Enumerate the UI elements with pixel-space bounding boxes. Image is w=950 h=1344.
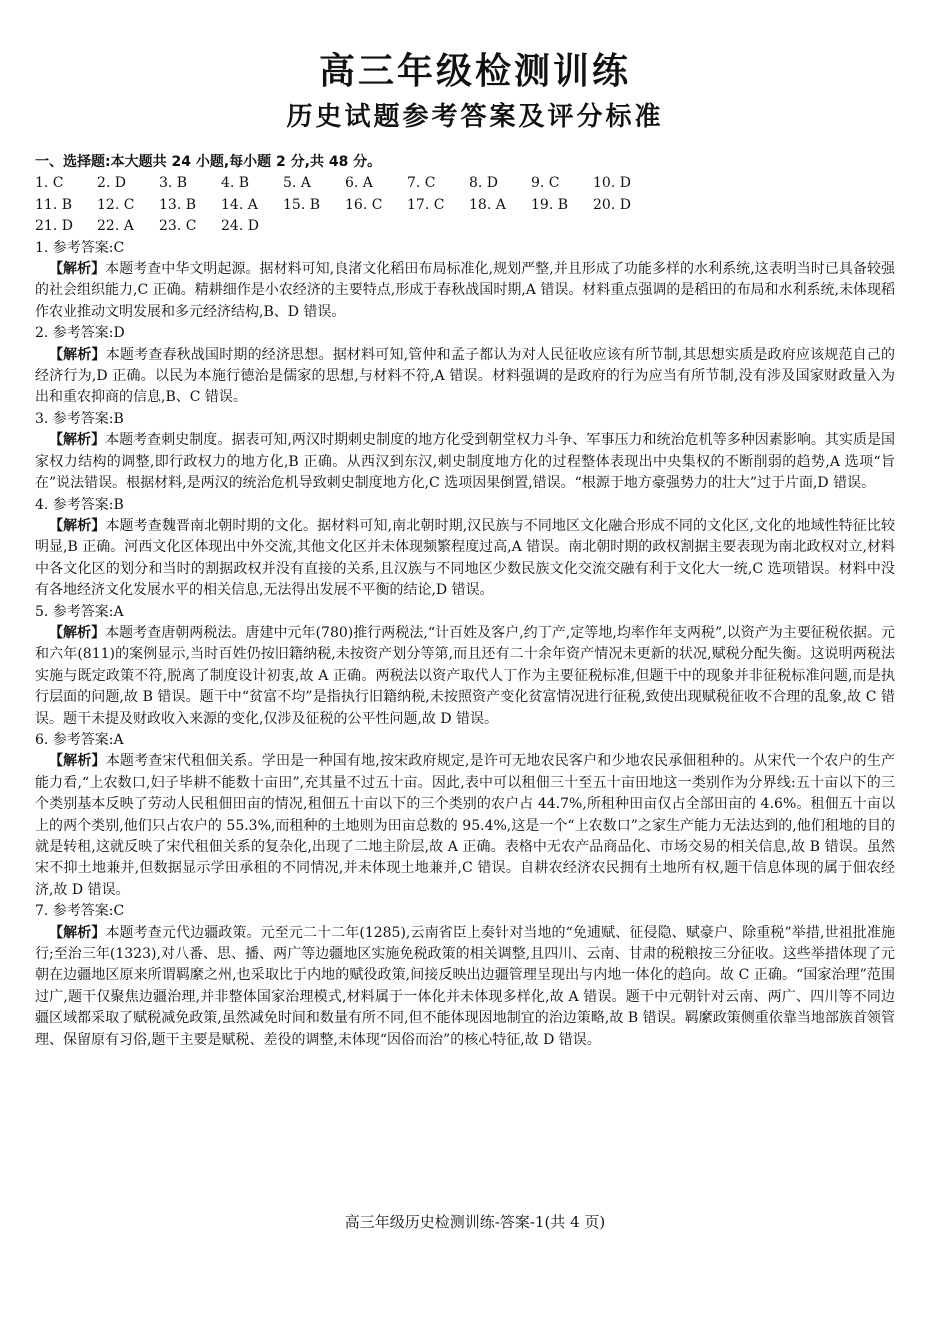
question-explanation bbox=[35, 409, 895, 495]
answer-cell: 15. B bbox=[283, 196, 321, 213]
question-explanation bbox=[35, 238, 895, 324]
analysis-text: 本题考查春秋战国时期的经济思想。据材料可知,管仲和孟子都认为对人民征收应该有所节制,其思想实质是政府应该规范自己的经济行为,D 正确。以民为本施行德治是儒家的思想,与材料不符,A 错误。材料强调的是政府的行为应当有所节制,没有涉及国家财政量入为出和重农抑商的信息,B、C 错误。 bbox=[35, 346, 896, 406]
main-content bbox=[35, 152, 895, 1051]
analysis-tag: 【解析】 bbox=[49, 517, 106, 534]
answer-cell: 24. D bbox=[221, 218, 259, 235]
analysis-tag: 【解析】 bbox=[49, 924, 106, 941]
section-heading-multiple-choice: 一、选择题:本大题共 24 小题,每小题 2 分,共 48 分。 bbox=[35, 154, 382, 170]
answer-cell: 16. C bbox=[345, 196, 383, 213]
answer-cell: 19. B bbox=[531, 196, 569, 213]
answer-cell: 13. B bbox=[159, 196, 197, 213]
question-explanation bbox=[35, 901, 895, 1051]
question-answer-heading: 2. 参考答案:D bbox=[35, 325, 125, 342]
question-explanation bbox=[35, 495, 895, 602]
analysis-paragraph bbox=[35, 623, 895, 730]
analysis-tag: 【解析】 bbox=[49, 346, 106, 363]
answer-cell: 1. C bbox=[35, 175, 64, 192]
document-subtitle: 历史试题参考答案及评分标准 bbox=[286, 102, 664, 132]
answer-cell: 3. B bbox=[159, 175, 188, 192]
answer-cell: 21. D bbox=[35, 218, 73, 235]
answer-cell: 7. C bbox=[407, 175, 436, 192]
question-explanation bbox=[35, 323, 895, 409]
answer-cell: 18. A bbox=[469, 196, 506, 213]
analysis-text: 本题考查刺史制度。据表可知,两汉时期刺史制度的地方化受到朝堂权力斗争、军事压力和统治危机等多种因素影响。其实质是国家权力结构的调整,即行政权力的地方化,B 正确。从西汉到东汉,刺史制度地方化的过程整体表现出中央集权的不断削弱的趋势,A 选项“旨在”说法错误。根据材料,是两汉的统治危机导致刺史制度地方化,C 选项因果倒置,错误。“根源于地方豪强势力的壮大”过于片面,D 错误。 bbox=[35, 432, 895, 492]
answer-cell: 20. D bbox=[593, 196, 631, 213]
answer-cell: 10. D bbox=[593, 175, 631, 192]
analysis-text: 本题考查宋代租佃关系。学田是一种国有地,按宋政府规定,是许可无地农民客户和少地农民承佃租种的。从宋代一个农户的生产能力看,“上农数口,妇子毕耕不能数十亩田”,充其量不过五十亩。因此,表中可以租佃三十至五十亩田地这一类别作为分界线:五十亩以下的三个类别基本反映了劳动人民租佃田亩的情况,租佃五十亩以下的三个类别的农户占 44.7%,所租种田亩仅占全部田亩的 4.6%。租佃五十亩以上的两个类别,他们只占农户的 55.3%,而租种的土地则为田亩总数的 95.4%,这是一个“上农数口”之家生产能力无法达到的,他们租地的目的就是转租,这就反映了宋代租佃关系的复杂化,出现了二地主阶层,故 A 正确。表格中无农产品商品化、市场交易的相关信息,故 B 错误。虽然宋不抑土地兼并,但数据显示学田承租的不同情况,并未体现土地兼并,C 错误。自耕农经济农民拥有土地所有权,题干信息体现的属于佃农经济,故 D 错误。 bbox=[35, 753, 896, 898]
question-answer-heading: 1. 参考答案:C bbox=[35, 239, 125, 256]
analysis-paragraph bbox=[35, 923, 895, 1051]
analysis-paragraph bbox=[35, 259, 895, 323]
analysis-text: 本题考查中华文明起源。据材料可知,良渚文化稻田布局标准化,规划严整,并且形成了功能多样的水利系统,这表明当时已具备较强的社会组织能力,C 正确。精耕细作是小农经济的主要特点,形成于春秋战国时期,A 错误。材料重点强调的是稻田的布局和水利系统,未体现稻作农业推动文明发展和多元经济结构,B、D 错误。 bbox=[35, 261, 896, 320]
answer-cell: 6. A bbox=[345, 175, 373, 192]
analysis-text: 本题考查元代边疆政策。元至元二十二年(1285),云南省臣上奏针对当地的“免逋赋、征侵隐、赋豪户、除重税”举措,世祖批准施行;至治三年(1323),对八番、思、播、两广等边疆地区实施免税政策的相关调整,且四川、云南、甘肃的税粮按三分征收。这些举措体现了元朝在边疆地区原来所谓羁縻之州,也采取比于内地的赋役政策,间接反映出边疆管理呈现出与内地一体化的趋向。故 C 正确。“国家治理”范围过广,题干仅聚焦边疆治理,并非整体国家治理模式,材料属于一体化并未体现多样化,故 A 错误。题干中元朝针对云南、两广、四川等不同边疆区域都采取了赋税减免政策,虽然减免时间和数量有所不同,但不能体现因地制宜的治边策略,故 B 错误。羁縻政策侧重依靠当地部族首领管理、保留原有习俗,题干主要是赋税、差役的调整,未体现“因俗而治”的核心特征,故 D 错误。 bbox=[35, 924, 896, 1048]
analysis-paragraph bbox=[35, 345, 895, 409]
analysis-text: 本题考查唐朝两税法。唐建中元年(780)推行两税法,“计百姓及客户,约丁产,定等地,均率作年支两税”,以资产为主要征税依据。元和六年(811)的案例显示,当时百姓仍按旧籍纳税,未按资产划分等第,而且还有二十余年资产情况未更新的状况,赋税分配失衡。这说明两税法实施与既定政策不符,脱离了制度设计初衷,故 A 正确。两税法以资产取代人丁作为主要征税标准,但题干中的现象并非征税标准问题,而是执行层面的问题,故 B 错误。题干中“贫富不均”是指执行旧籍纳税,未按照资产变化贫富情况进行征税,致使出现赋税征收不合理的乱象,故 C 错误。题干未提及财政收入来源的变化,仅涉及征税的公平性问题,故 D 错误。 bbox=[35, 624, 895, 727]
answer-cell: 9. C bbox=[531, 175, 560, 192]
analysis-tag: 【解析】 bbox=[49, 624, 106, 641]
question-explanation bbox=[35, 602, 895, 730]
question-answer-heading: 3. 参考答案:B bbox=[35, 410, 124, 427]
page-footer: 高三年级历史检测训练-答案-1(共 4 页) bbox=[344, 1213, 606, 1231]
answer-cell: 4. B bbox=[221, 175, 250, 192]
question-answer-heading: 5. 参考答案:A bbox=[35, 603, 124, 620]
answer-cell: 5. A bbox=[283, 175, 311, 192]
analysis-text: 本题考查魏晋南北朝时期的文化。据材料可知,南北朝时期,汉民族与不同地区文化融合形成不同的文化区,文化的地域性特征比较明显,B 正确。河西文化区体现出中外交流,其他文化区并未体现频繁程度过高,A 错误。南北朝时期的政权割据主要表现为南北政权对立,材料中各文化区的划分和当时的割据政权并没有直接的关系,且汉族与不同地区少数民族文化交流交融有利于文化大一统,C 选项错误。材料中没有各地经济文化发展水平的相关信息,无法得出发展不平衡的结论,D 错误。 bbox=[35, 517, 895, 599]
answer-cell: 23. C bbox=[159, 218, 197, 235]
explanations-list bbox=[35, 238, 895, 1051]
answer-cell: 22. A bbox=[97, 218, 134, 235]
analysis-tag: 【解析】 bbox=[49, 753, 106, 770]
question-explanation bbox=[35, 730, 895, 901]
question-answer-heading: 4. 参考答案:B bbox=[35, 496, 124, 513]
answer-key-grid bbox=[35, 173, 895, 237]
analysis-tag: 【解析】 bbox=[49, 432, 106, 449]
answer-cell: 2. D bbox=[97, 175, 127, 192]
analysis-tag: 【解析】 bbox=[49, 261, 106, 278]
analysis-paragraph bbox=[35, 516, 895, 602]
document-title: 高三年级检测训练 bbox=[318, 51, 631, 92]
answer-cell: 14. A bbox=[221, 196, 258, 213]
analysis-paragraph bbox=[35, 430, 895, 494]
answer-cell: 17. C bbox=[407, 196, 445, 213]
analysis-paragraph bbox=[35, 751, 895, 901]
question-answer-heading: 6. 参考答案:A bbox=[35, 731, 124, 748]
question-answer-heading: 7. 参考答案:C bbox=[35, 903, 125, 920]
answer-cell: 8. D bbox=[469, 175, 499, 192]
answer-cell: 12. C bbox=[97, 196, 135, 213]
answer-cell: 11. B bbox=[35, 196, 73, 213]
